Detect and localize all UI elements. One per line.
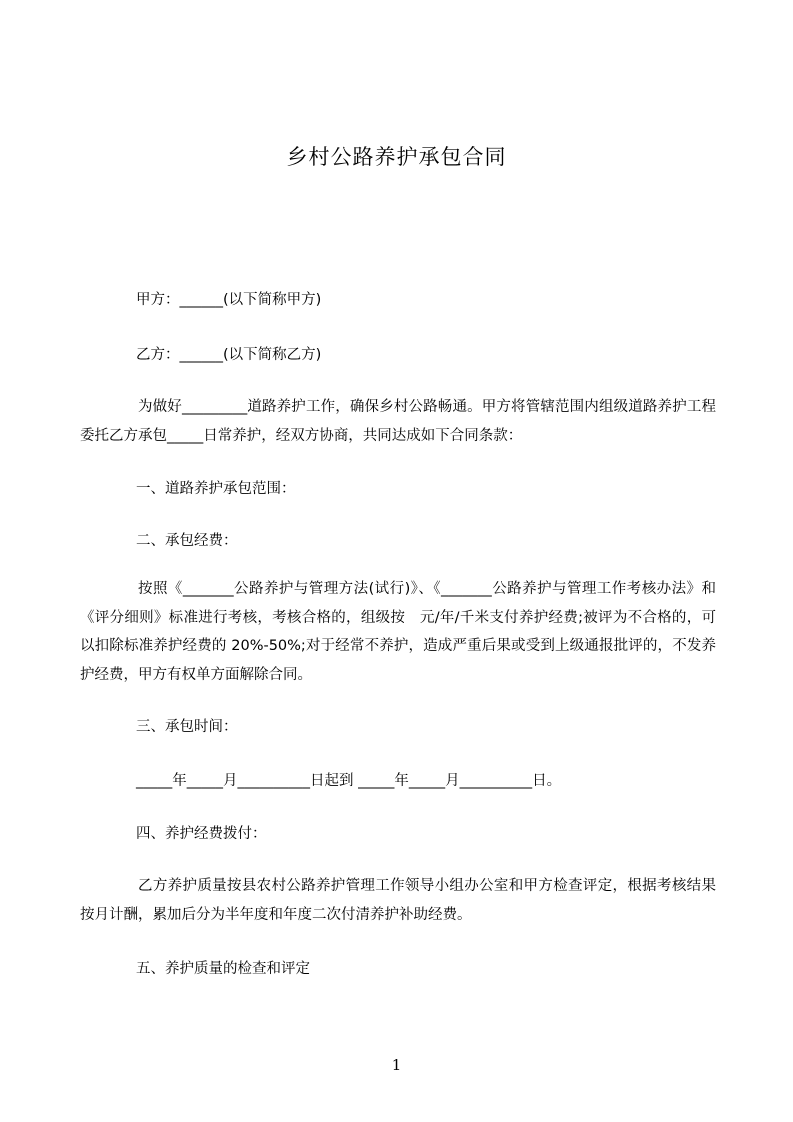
fee-paragraph: 按照《_______公路养护与管理方法(试行)》、《_______公路养护与管理工作考核办法》和《评分细则》标准进行考核，考核合格的，组级按 元/年/千米支付养护经费;被评为不合格的，可以扣除标准养护经费的 20%-50%;对于经常不养护，造成严重后果或受到上级通报批评的，不发养护经费，甲方有权单方面解除合同。 [80, 581, 716, 683]
section-heading: 二、承包经费： [136, 533, 238, 549]
section-heading: 四、养护经费拨付： [136, 826, 267, 842]
page-number: 1 [391, 1056, 402, 1074]
payment-paragraph: 乙方养护质量按县农村公路养护管理工作领导小组办公室和甲方检查评定，根据考核结果按月计酬，累加后分为半年度和年度二次付清养护补助经费。 [80, 878, 716, 923]
term-dates-line: _____年_____月__________日起到 _____年_____月__________日。 [136, 773, 562, 789]
document-title: 乡村公路养护承包合同 [286, 145, 507, 169]
section-heading: 五、养护质量的检查和评定 [136, 961, 310, 977]
intro-paragraph: 为做好_________道路养护工作，确保乡村公路畅通。甲方将管辖范围内组级道路养护工程委托乙方承包_____日常养护，经双方协商，共同达成如下合同条款： [80, 399, 716, 444]
party-a-line: 甲方：______(以下简称甲方) [136, 292, 322, 308]
party-b-line: 乙方：______(以下简称乙方) [136, 347, 322, 363]
section-heading: 三、承包时间： [136, 719, 238, 735]
section-heading: 一、道路养护承包范围： [136, 481, 296, 497]
